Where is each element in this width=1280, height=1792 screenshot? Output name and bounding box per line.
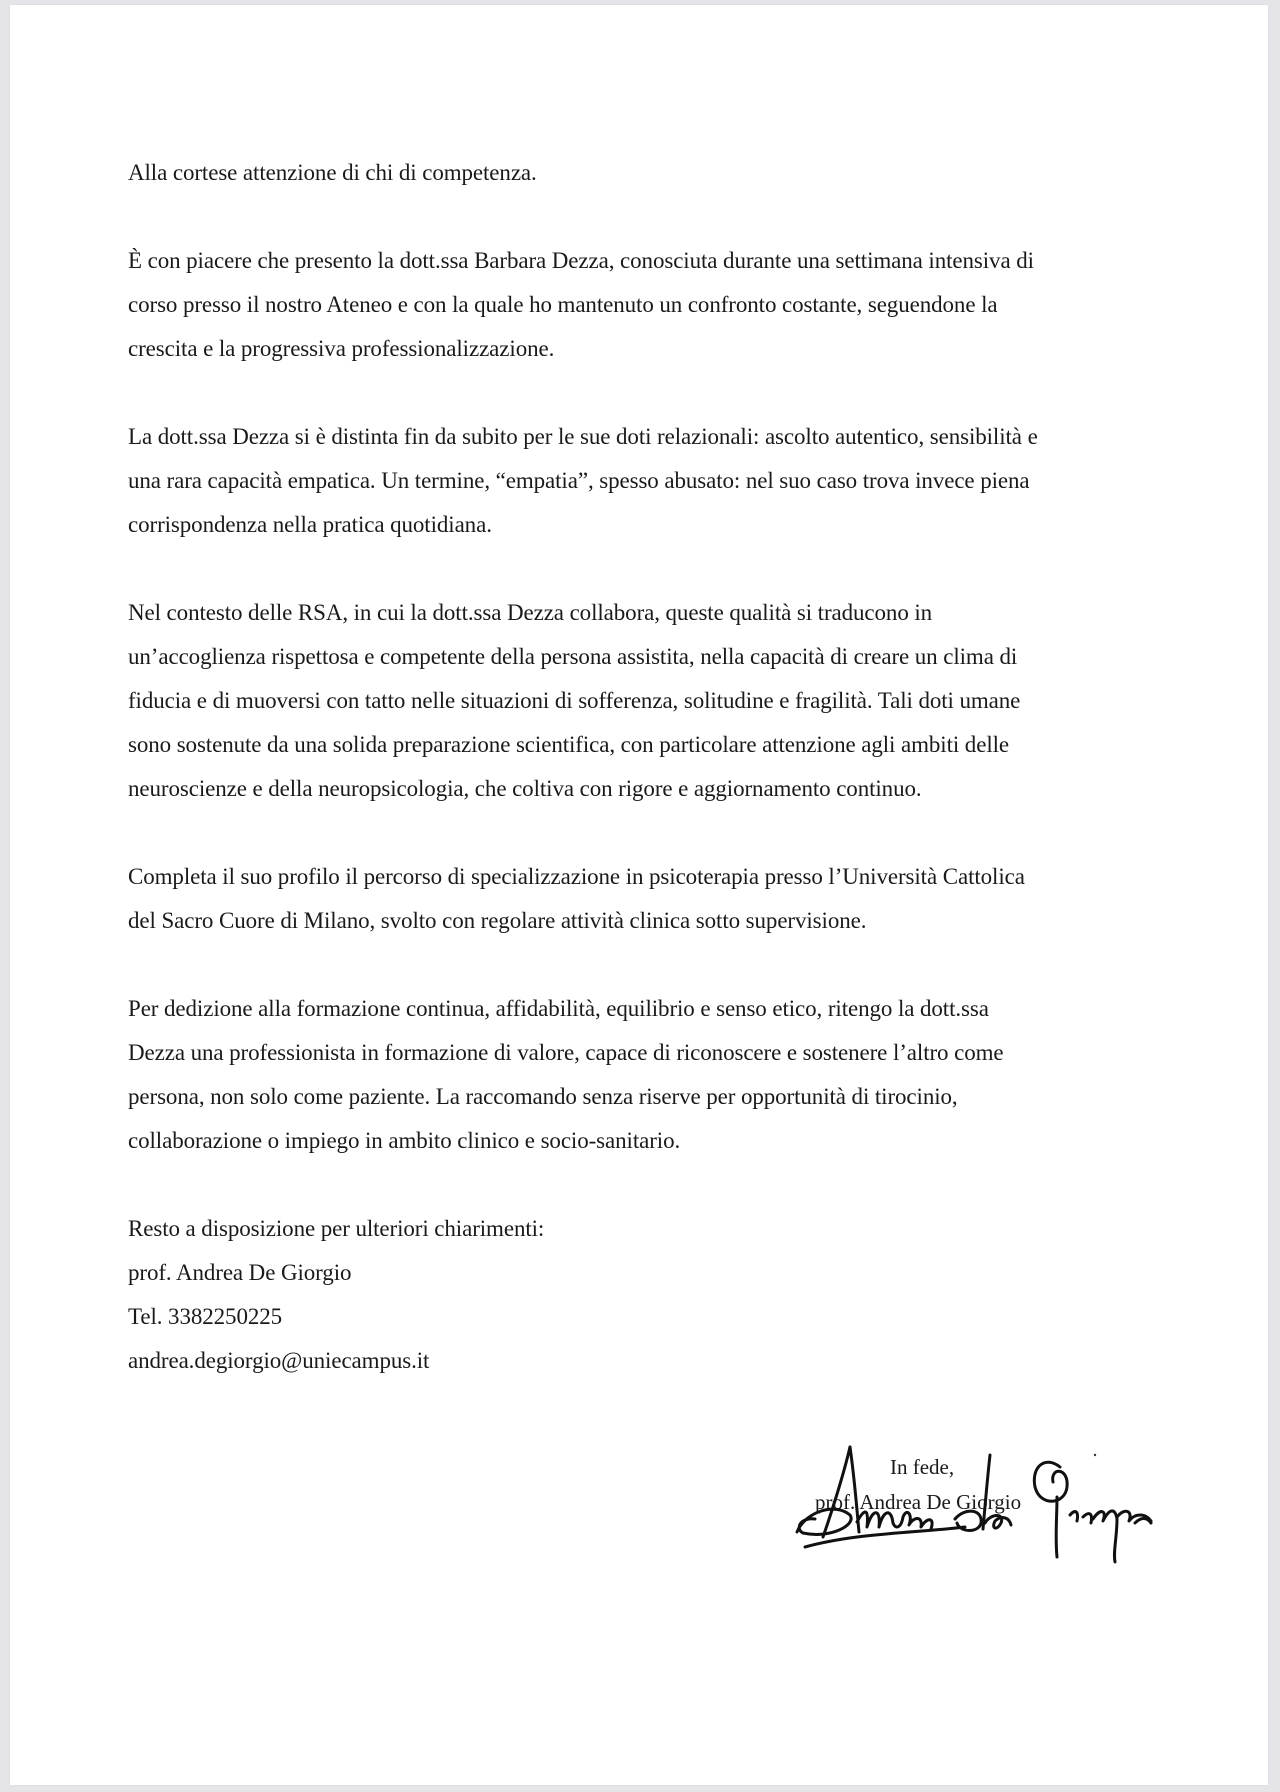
text-line: corrispondenza nella pratica quotidiana. <box>128 512 492 537</box>
closing-in-fede: In fede, <box>890 1455 955 1479</box>
text-line: La dott.ssa Dezza si è distinta fin da subito per le sue doti relazionali: ascolto autentico, sensibilità e <box>128 424 1038 449</box>
text-line: sono sostenute da una solida preparazione scientifica, con particolare attenzione agli ambiti delle <box>128 732 1010 757</box>
salutation-line: Alla cortese attenzione di chi di competenza. <box>128 160 537 185</box>
contact-block <box>128 1207 1168 1383</box>
paragraph-relational-skills <box>128 415 1168 547</box>
paragraph-rsa-context <box>128 591 1168 811</box>
text-line: neuroscienze e della neuropsicologia, che coltiva con rigore e aggiornamento continuo. <box>128 776 922 801</box>
paragraph-specialization <box>128 855 1168 943</box>
text-line: Completa il suo profilo il percorso di specializzazione in psicoterapia presso l’Università Cattolica <box>128 864 1025 889</box>
text-line: una rara capacità empatica. Un termine, “empatia”, spesso abusato: nel suo caso trova invece piena <box>128 468 1030 493</box>
letter-body <box>128 151 1168 1383</box>
text-line: persona, non solo come paziente. La raccomando senza riserve per opportunità di tirocinio, <box>128 1084 958 1109</box>
text-line: Nel contesto delle RSA, in cui la dott.ssa Dezza collabora, queste qualità si traducono in <box>128 600 933 625</box>
contact-phone: Tel. 3382250225 <box>128 1304 283 1329</box>
paragraph-introduction <box>128 239 1168 371</box>
handwritten-signature-icon <box>795 1437 1155 1567</box>
closing-signer-name: prof. Andrea De Giorgio <box>815 1490 1022 1514</box>
text-line: fiducia e di muoversi con tatto nelle situazioni di sofferenza, solitudine e fragilità. Tali doti umane <box>128 688 1021 713</box>
text-line: Per dedizione alla formazione continua, affidabilità, equilibrio e senso etico, ritengo la dott.ssa <box>128 996 989 1021</box>
text-line: crescita e la progressiva professionalizzazione. <box>128 336 555 361</box>
text-line: È con piacere che presento la dott.ssa Barbara Dezza, conosciuta durante una settimana intensiva di <box>128 248 1034 273</box>
contact-name: prof. Andrea De Giorgio <box>128 1260 352 1285</box>
salutation <box>128 151 1168 195</box>
paragraph-recommendation <box>128 987 1168 1163</box>
text-line: corso presso il nostro Ateneo e con la quale ho mantenuto un confronto costante, seguendone la <box>128 292 998 317</box>
text-line: Dezza una professionista in formazione di valore, capace di riconoscere e sostenere l’altro come <box>128 1040 1004 1065</box>
text-line: un’accoglienza rispettosa e competente della persona assistita, nella capacità di creare un clima di <box>128 644 1018 669</box>
text-line: del Sacro Cuore di Milano, svolto con regolare attività clinica sotto supervisione. <box>128 908 867 933</box>
document-page <box>10 5 1268 1785</box>
contact-email: andrea.degiorgio@uniecampus.it <box>128 1348 430 1373</box>
contact-intro: Resto a disposizione per ulteriori chiarimenti: <box>128 1216 545 1241</box>
text-line: collaborazione o impiego in ambito clinico e socio-sanitario. <box>128 1128 681 1153</box>
